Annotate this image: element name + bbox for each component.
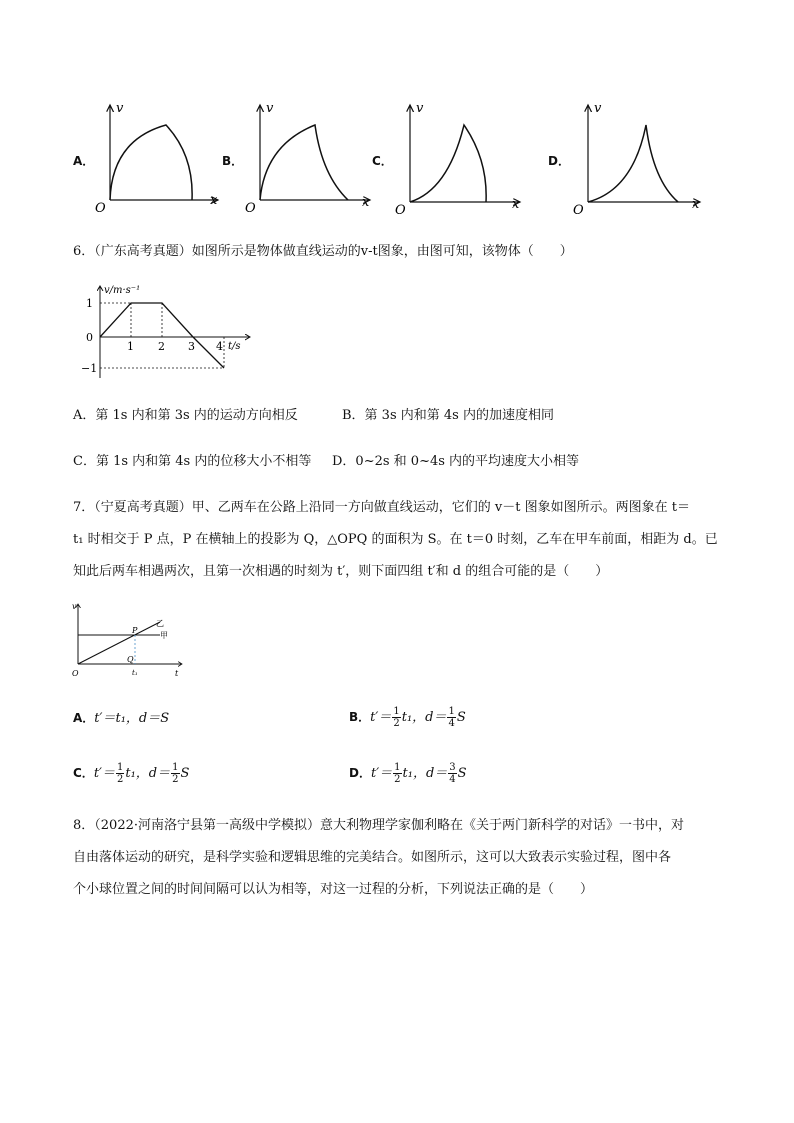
q6-stem: 6．（广东高考真题）如图所示是物体做直线运动的v-t图象，由图可知，该物体（ ） bbox=[73, 244, 573, 259]
q5-axis-x-c: x bbox=[512, 197, 520, 212]
q8-stem-line3: 个小球位置之间的时间间隔可以认为相等，对这一过程的分析，下列说法正确的是（ ） bbox=[73, 882, 594, 897]
q6-option-b[interactable]: B．第 3s 内和第 4s 内的加速度相同 bbox=[342, 408, 554, 423]
q6-xtick-4: 4 bbox=[216, 340, 223, 353]
q6-option-d[interactable]: D．0~2s 和 0~4s 内的平均速度大小相等 bbox=[332, 454, 580, 469]
q7-label-q: Q bbox=[127, 655, 134, 664]
q7-line-yi bbox=[78, 622, 160, 664]
q6-option-a[interactable]: A．第 1s 内和第 3s 内的运动方向相反 bbox=[73, 408, 298, 423]
q7-stem-line3: 知此后两车相遇两次，且第一次相遇的时刻为 t′，则下面四组 t′和 d 的组合可能的是（ ） bbox=[73, 564, 609, 579]
q5-option-b-label: B． bbox=[222, 154, 244, 168]
q5-graph-c bbox=[390, 100, 525, 215]
q7-label-jia: 甲 bbox=[160, 631, 168, 640]
q5-axis-v-a: v bbox=[116, 101, 124, 116]
q5-curve-c bbox=[410, 125, 486, 202]
q5-origin-b: O bbox=[245, 201, 256, 215]
q5-graph-d bbox=[568, 100, 708, 215]
q7-label-t1: t₁ bbox=[132, 669, 138, 677]
q7-label-yi: 乙 bbox=[156, 619, 164, 628]
q5-axis-v-c: v bbox=[416, 101, 424, 116]
q5-graph-b bbox=[240, 100, 375, 215]
q5-graph-a bbox=[90, 100, 225, 215]
q7-label-v: v bbox=[72, 602, 77, 611]
q6-ylabel: v/m·s⁻¹ bbox=[104, 285, 141, 296]
q7-label-p: P bbox=[132, 626, 138, 635]
q5-option-a-label: A． bbox=[73, 154, 95, 168]
q6-xtick-2: 2 bbox=[158, 340, 165, 353]
q5-curve-d bbox=[588, 125, 678, 202]
q7-stem-line2: t₁ 时相交于 P 点，P 在横轴上的投影为 Q，△OPQ 的面积为 S。在 t＝0 时刻，乙车在甲车前面，相距为 d。已 bbox=[73, 532, 718, 547]
q5-axis-v-d: v bbox=[594, 101, 602, 116]
q5-origin-d: O bbox=[573, 203, 584, 215]
q5-curve-a bbox=[110, 125, 192, 200]
q5-option-c-label: C． bbox=[372, 154, 393, 168]
q7-label-t: t bbox=[175, 669, 179, 678]
q7-option-d[interactable]: D．t′＝ $\frac{1}{2}$ t₁，d＝ $\frac{3}{4}$ S bbox=[349, 762, 467, 785]
q8-stem-line1: 8．（2022·河南洛宁县第一高级中学模拟）意大利物理学家伽利略在《关于两门新科学的对话》一书中，对 bbox=[73, 818, 684, 833]
q6-vt-graph bbox=[70, 282, 260, 382]
q7-option-c[interactable]: C．t′＝ $\frac{1}{2}$ t₁，d＝ $\frac{1}{2}$ S bbox=[73, 762, 190, 785]
q7-option-b[interactable]: B．t′＝ $\frac{1}{2}$ t₁，d＝ $\frac{1}{4}$ S bbox=[349, 706, 466, 729]
q7-option-a[interactable]: A．t′＝t₁，d＝S bbox=[73, 711, 170, 726]
q5-axis-x-b: x bbox=[362, 195, 370, 210]
q5-origin-c: O bbox=[395, 203, 406, 215]
q7-label-o: O bbox=[72, 669, 79, 678]
q5-axis-x-a: x bbox=[210, 193, 218, 208]
q7-vt-graph bbox=[70, 600, 190, 680]
q6-option-c[interactable]: C．第 1s 内和第 4s 内的位移大小不相等 bbox=[73, 454, 312, 469]
q6-ytick-0: 0 bbox=[86, 331, 93, 344]
q5-option-d-label: D． bbox=[548, 154, 570, 168]
q6-xtick-3: 3 bbox=[188, 340, 195, 353]
q7-stem-line1: 7．（宁夏高考真题）甲、乙两车在公路上沿同一方向做直线运动，它们的 v－t 图象如图所示。两图象在 t＝ bbox=[73, 500, 690, 515]
q5-origin-a: O bbox=[95, 201, 106, 215]
q5-axis-x-d: x bbox=[692, 197, 700, 212]
q6-xlabel: t/s bbox=[228, 341, 241, 352]
q6-xtick-1: 1 bbox=[127, 340, 134, 353]
q5-curve-b bbox=[260, 125, 348, 200]
q5-axis-v-b: v bbox=[266, 101, 274, 116]
q8-stem-line2: 自由落体运动的研究，是科学实验和逻辑思维的完美结合。如图所示，这可以大致表示实验过程，图中各 bbox=[73, 850, 672, 865]
q6-ytick-neg1: −1 bbox=[81, 362, 98, 375]
q6-ytick-1: 1 bbox=[86, 297, 93, 310]
